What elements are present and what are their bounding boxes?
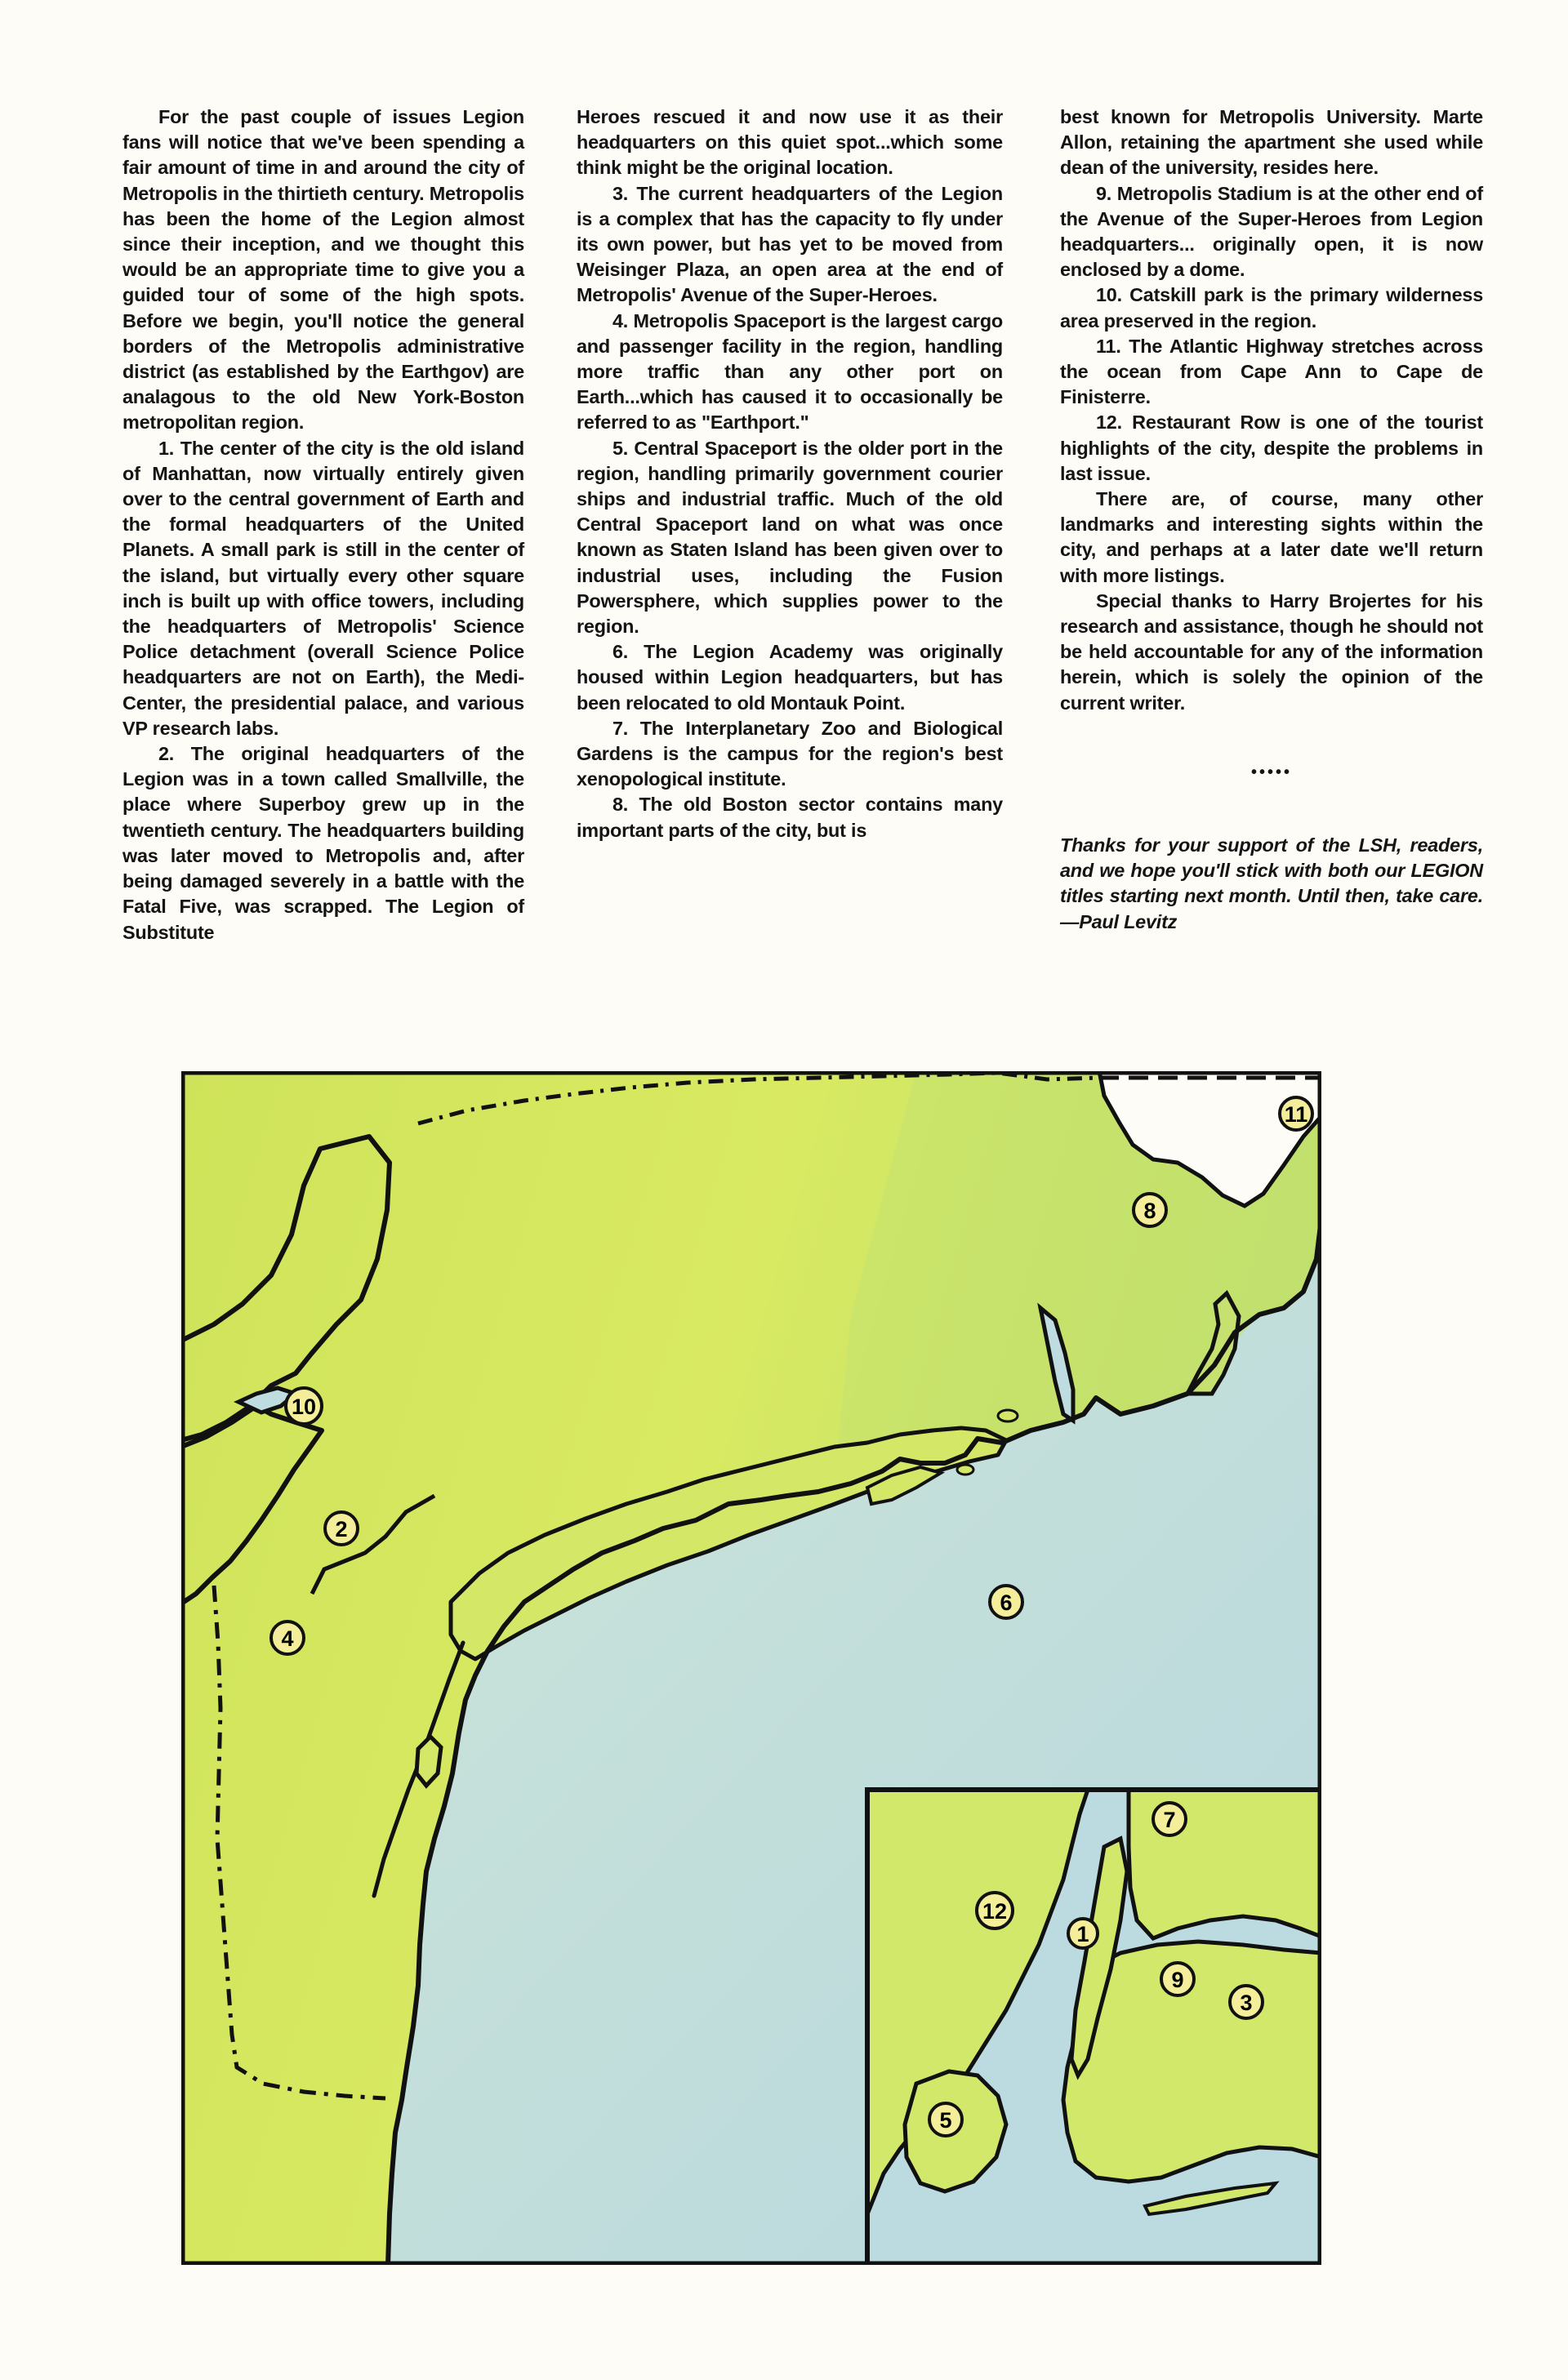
- closing-note: Thanks for your support of the LSH, readers, and we hope you'll stick with both our LEGION titles starting next month. Until then, take care.—Paul Levitz: [1060, 834, 1483, 932]
- svg-text:6: 6: [1000, 1590, 1013, 1615]
- marker-2: [325, 1512, 358, 1545]
- intro-paragraph: For the past couple of issues Legion fans will notice that we've been spending a fair amount of time in and around the city of Metropolis in the thirtieth century. Metropolis has been the home of the Legion almost since their inception, and we thought this would be an appropriate time to give you a guided tour of some of the high spots. Before we begin, you'll notice the general borders of the Metropolis administrative district (as established by the Earthgov) are analagous to the old New York-Boston metropolitan region.: [122, 106, 524, 434]
- item-8-paragraph: 8. The old Boston sector contains many important parts of the city, but is: [577, 794, 1003, 841]
- svg-text:2: 2: [335, 1517, 348, 1541]
- article-column-3: [1060, 105, 1483, 935]
- svg-text:4: 4: [281, 1626, 294, 1651]
- svg-text:11: 11: [1284, 1102, 1308, 1127]
- item-10-paragraph: 10. Catskill park is the primary wilderness area preserved in the region.: [1060, 284, 1483, 331]
- item-2-continued: Heroes rescued it and now use it as their headquarters on this quiet spot...which some think might be the original location.: [577, 106, 1003, 179]
- marker-11: [1280, 1097, 1312, 1130]
- item-11-paragraph: 11. The Atlantic Highway stretches across the ocean from Cape Ann to Cape de Finisterre.: [1060, 335, 1483, 408]
- svg-text:12: 12: [982, 1899, 1008, 1924]
- separator-dots: •••••: [1250, 763, 1292, 781]
- article-column-1: [122, 105, 524, 945]
- small-island-a: [957, 1465, 973, 1475]
- item-4-paragraph: 4. Metropolis Spaceport is the largest cargo and passenger facility in the region, handling more traffic than any other port on Earth...which has caused it to occasionally be referred to as "Earthport.": [577, 309, 1003, 434]
- item-2-paragraph: 2. The original headquarters of the Legion was in a town called Smallville, the place where Superboy grew up in the twentieth century. The headquarters building was later moved to Metropolis and, after being damaged severely in a battle with the Fatal Five, was scrapped. The Legion of Substitute: [122, 743, 524, 943]
- marker-8: [1134, 1194, 1166, 1226]
- svg-text:8: 8: [1143, 1199, 1156, 1223]
- item-1-paragraph: 1. The center of the city is the old island of Manhattan, now virtually entirely given over to the central government of Earth and the formal headquarters of the United Planets. A small park is still in the center of the island, but virtually every other square inch is built up with office towers, including the headquarters of Metropolis' Science Police detachment (overall Science Police headquarters are not on Earth), the Medi-Center, the presidential palace, and various VP research labs.: [122, 437, 524, 739]
- item-8-continued: best known for Metropolis University. Marte Allon, retaining the apartment she used while dean of the university, resides here.: [1060, 106, 1483, 179]
- metropolis-map: [181, 1071, 1321, 2265]
- item-3-paragraph: 3. The current headquarters of the Legion is a complex that has the capacity to fly under its own power, but has yet to be moved from Weisinger Plaza, an open area at the end of Metropolis' Avenue of the Super-Heroes.: [577, 182, 1003, 306]
- thanks-paragraph: Special thanks to Harry Brojertes for his research and assistance, though he should not be held accountable for any of the information herein, which is solely the opinion of the current writer.: [1060, 589, 1483, 714]
- svg-text:10: 10: [291, 1395, 317, 1419]
- svg-text:9: 9: [1171, 1968, 1184, 1992]
- marker-3: [1230, 1986, 1263, 2018]
- marker-10: [286, 1388, 322, 1424]
- marker-9: [1161, 1963, 1194, 1995]
- inset-map: [867, 1790, 1321, 2265]
- marker-6: [990, 1586, 1022, 1618]
- article-column-2: [577, 105, 1003, 843]
- item-9-paragraph: 9. Metropolis Stadium is at the other end of the Avenue of the Super-Heroes from Legion headquarters... originally open, it is now enclosed by a dome.: [1060, 182, 1483, 281]
- small-island-b: [998, 1410, 1018, 1421]
- marker-12: [977, 1893, 1013, 1928]
- marker-4: [271, 1622, 304, 1654]
- landmarks-paragraph: There are, of course, many other landmarks and interesting sights within the city, and perhaps at a later date we'll return with more listings.: [1060, 488, 1483, 586]
- item-12-paragraph: 12. Restaurant Row is one of the tourist highlights of the city, despite the problems in last issue.: [1060, 411, 1483, 484]
- svg-text:3: 3: [1240, 1991, 1253, 2015]
- item-5-paragraph: 5. Central Spaceport is the older port in the region, handling primarily government courier ships and industrial traffic. Much of the old Central Spaceport land on what was once known as Staten Island has been given over to industrial uses, including the Fusion Powersphere, which supplies power to the region.: [577, 437, 1003, 638]
- item-7-paragraph: 7. The Interplanetary Zoo and Biological Gardens is the campus for the region's best xenopological institute.: [577, 717, 1003, 790]
- marker-7: [1153, 1803, 1186, 1835]
- svg-text:7: 7: [1163, 1808, 1176, 1832]
- item-6-paragraph: 6. The Legion Academy was originally housed within Legion headquarters, but has been relocated to old Montauk Point.: [577, 641, 1003, 714]
- svg-text:1: 1: [1076, 1922, 1089, 1946]
- svg-text:5: 5: [939, 2108, 952, 2133]
- marker-1: [1068, 1919, 1098, 1948]
- marker-5: [929, 2103, 962, 2136]
